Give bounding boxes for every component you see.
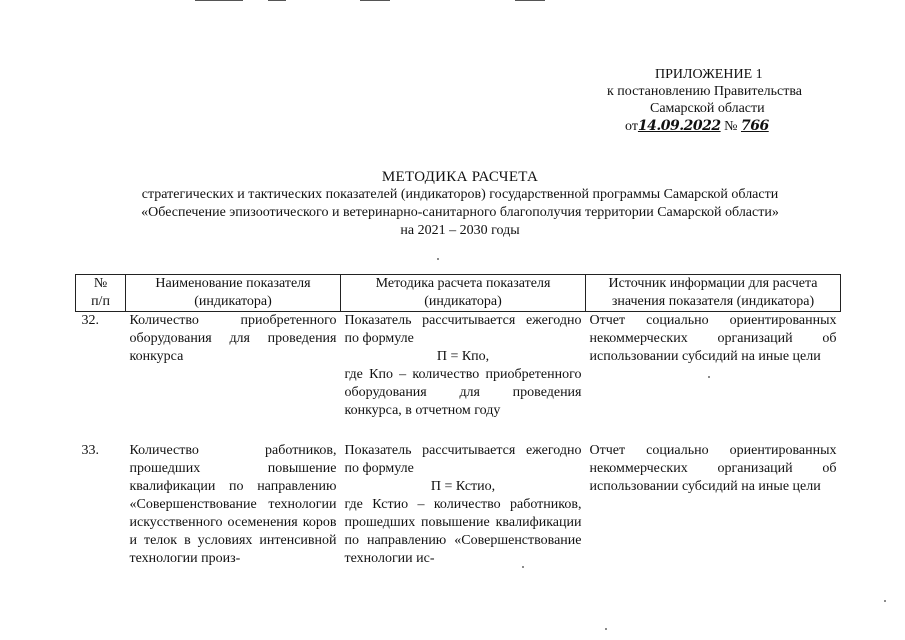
header-name: Наименование показателя (индикатора) — [126, 275, 341, 312]
scan-speck — [884, 600, 886, 602]
row-method — [341, 312, 586, 421]
row-method — [341, 442, 586, 568]
row-indicator-name: Количество работников, прошедших повышение квалификации по направлению «Совершенствование технологии искусственного осеменения коров и телок в условиях интенсивной технологии произ- — [129, 443, 337, 566]
scan-artifact — [360, 0, 390, 1]
document-subtitle-1: стратегических и тактических показателей (индикаторов) государственной программы Самарской области — [141, 187, 779, 202]
header-num — [76, 275, 126, 312]
appendix-title: ПРИЛОЖЕНИЕ 1 — [655, 67, 763, 82]
document-title-block — [60, 168, 860, 240]
document-title: МЕТОДИКА РАСЧЕТА — [381, 169, 539, 185]
table-header-row — [76, 275, 841, 312]
handwritten-number: 766 — [740, 118, 769, 134]
appendix-line-2: к постановлению Правительства — [607, 84, 803, 99]
row-source: Отчет социально ориентированных некоммерческих организаций об использовании субсидий на иные цели — [589, 443, 837, 494]
table-row — [76, 312, 841, 421]
table-row — [76, 442, 841, 568]
scan-speck — [708, 376, 710, 378]
number-prefix: № — [724, 119, 738, 134]
date-prefix: от — [625, 119, 638, 134]
header-source: Источник информации для расчета значения показателя (индикатора) — [586, 275, 841, 312]
header-method: Методика расчета показателя (индикатора) — [341, 275, 586, 312]
appendix-date-line — [560, 118, 880, 135]
scan-artifact — [515, 0, 545, 1]
row-spacer — [76, 420, 841, 442]
method-formula: П = Кпо, — [436, 349, 490, 364]
appendix-line-3: Самарской области — [650, 101, 765, 116]
scan-speck — [605, 628, 607, 630]
appendix-header — [560, 66, 880, 135]
header-num-line-2: п/п — [91, 294, 110, 309]
document-subtitle-3: на 2021 – 2030 годы — [400, 223, 520, 238]
handwritten-date: 14.09.2022 — [637, 118, 721, 134]
header-num-line-1: № — [93, 276, 108, 291]
method-intro: Показатель рассчитывается ежегодно по формуле — [344, 443, 582, 476]
indicators-table — [75, 274, 841, 568]
scan-speck — [437, 258, 439, 260]
row-number: 33. — [81, 443, 99, 458]
method-intro: Показатель рассчитывается ежегодно по формуле — [344, 313, 582, 346]
row-indicator-name: Количество приобретенного оборудования для проведения конкурса — [129, 313, 337, 364]
method-formula: П = Кстио, — [430, 479, 496, 494]
scan-speck — [522, 566, 524, 568]
method-detail: где Кпо – количество приобретенного оборудования для проведения конкурса, в отчетном году — [344, 367, 582, 418]
method-detail: где Кстио – количество работников, прошедших повышение квалификации по направлению «Совершенствование технологии ис- — [344, 497, 582, 566]
document-subtitle-2: «Обеспечение эпизоотического и ветеринарно-санитарного благополучия территории Самарской области» — [141, 205, 779, 220]
row-source: Отчет социально ориентированных некоммерческих организаций об использовании субсидий на иные цели — [589, 313, 837, 364]
row-number: 32. — [81, 313, 99, 328]
scan-artifact — [268, 0, 286, 1]
scan-artifact — [195, 0, 243, 1]
